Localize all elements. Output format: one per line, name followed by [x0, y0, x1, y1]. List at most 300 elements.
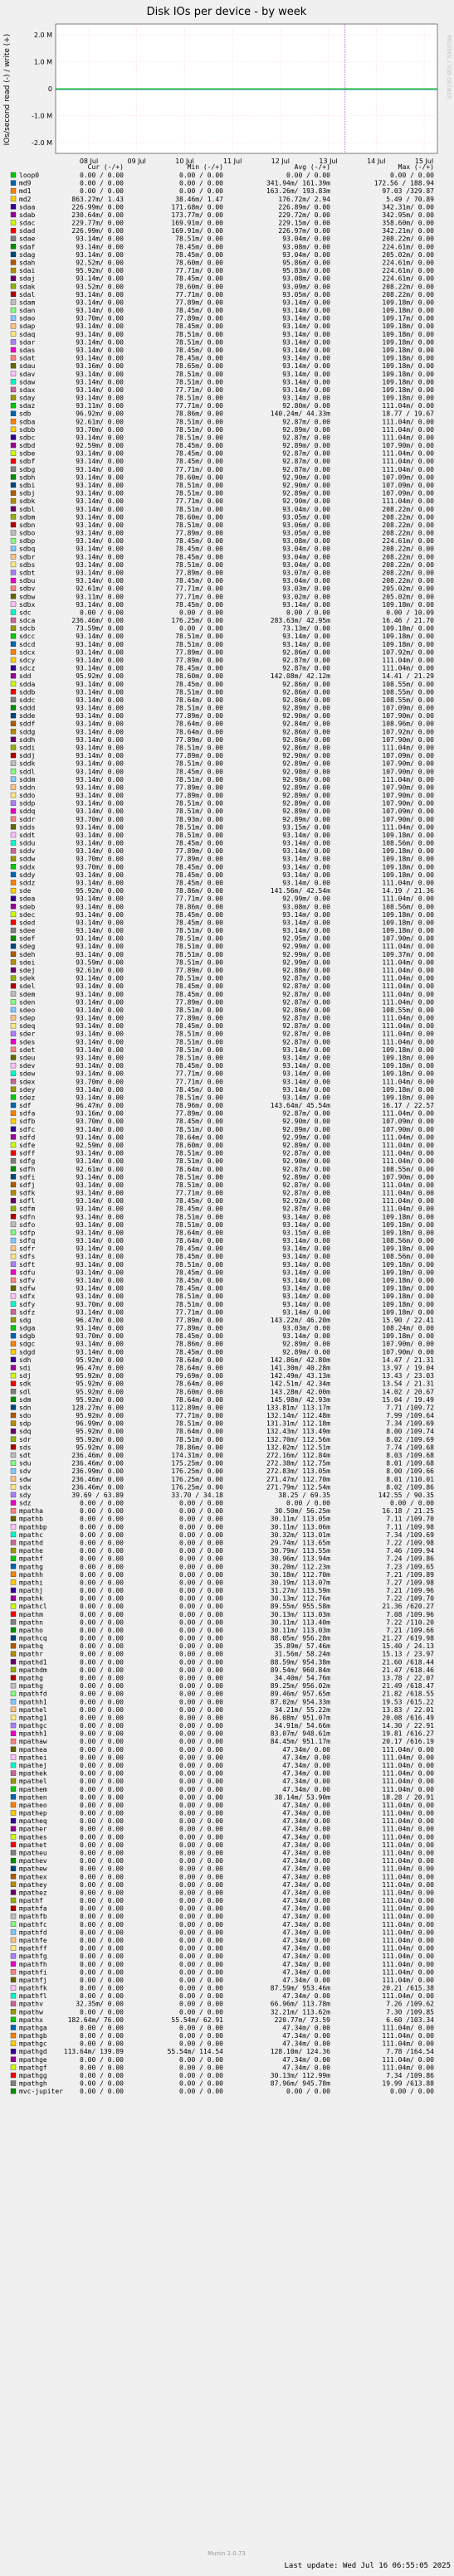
legend-value: 0.00 / 0.00 [179, 1833, 223, 1841]
y-axis-label: IOs/second read (-) / write (+) [3, 33, 12, 146]
legend-device-name: sdas [19, 346, 36, 354]
legend-value: 38.46m/ 1.47 [175, 195, 223, 203]
legend-value: 92.89m/ 0.00 [282, 1173, 330, 1181]
legend-value: 0.00 / 0.00 [179, 1610, 223, 1618]
legend-value: 93.14m/ 0.00 [282, 330, 330, 338]
legend-value: 107.90m/ 0.00 [382, 759, 434, 768]
legend-value: 132.43m/ 113.49m [266, 1428, 330, 1436]
legend-value: 0.00 / 0.00 [80, 1666, 124, 1674]
legend-value: 272.38m/ 112.75m [266, 1459, 330, 1467]
legend-value: 93.14m/ 0.00 [76, 879, 124, 887]
legend-device-name: sdcz [19, 664, 36, 672]
legend-value: 141.30m/ 40.28m [270, 1364, 330, 1372]
legend-value: 88.05m/ 956.28m [270, 1634, 330, 1642]
legend-swatch [11, 451, 16, 456]
legend-value: 47.34m/ 0.00 [282, 1936, 330, 1944]
legend-device-name: sdec [19, 910, 36, 919]
legend-swatch [11, 1636, 16, 1641]
legend-value: 230.64m/ 0.00 [71, 211, 124, 219]
legend-swatch [11, 1953, 16, 1958]
legend-value: 93.14m/ 0.00 [282, 370, 330, 378]
legend-value: 77.89m/ 0.00 [175, 792, 223, 800]
legend-swatch [11, 1739, 16, 1744]
legend-value: 108.96m/ 0.00 [382, 720, 434, 728]
legend-value: 111.04m/ 0.00 [382, 656, 434, 664]
legend-value: 132.70m/ 112.56m [266, 1435, 330, 1443]
legend-value: 92.86m/ 0.00 [282, 696, 330, 704]
legend-device-name: sdff [19, 1149, 36, 1157]
legend-swatch [11, 633, 16, 638]
legend-device-name: sddq [19, 808, 36, 816]
legend-value: 78.45m/ 0.00 [175, 871, 223, 879]
legend-value: 8.01 /109.68 [386, 1459, 434, 1467]
legend-value: 47.34m/ 0.00 [282, 1897, 330, 1905]
legend-device-name: sden [19, 998, 36, 1007]
legend-swatch [11, 1929, 16, 1934]
legend-value: 0.00 / 0.00 [80, 1833, 124, 1841]
legend-value: 55.54m/ 62.91 [171, 2016, 223, 2024]
legend-value: 93.14m/ 0.00 [76, 1244, 124, 1253]
legend-value: 0.00 / 0.00 [179, 1984, 223, 1992]
legend-swatch [11, 682, 16, 686]
legend-device-name: sdei [19, 958, 36, 967]
legend-value: 92.87m/ 0.00 [282, 664, 330, 672]
legend-value: 111.04m/ 0.00 [382, 1133, 434, 1142]
legend-device-name: mpathh1 [19, 1729, 47, 1738]
legend-value: 93.14m/ 0.00 [282, 338, 330, 347]
legend-value: 93.14m/ 0.00 [282, 386, 330, 394]
legend-value: 92.87m/ 0.00 [282, 1038, 330, 1046]
legend-device-name: sdk [19, 1380, 32, 1388]
legend-value: 30.96m/ 113.94m [270, 1555, 330, 1563]
legend-value: 0.00 / 0.00 [80, 1880, 124, 1889]
legend-value: 92.86m/ 0.00 [282, 735, 330, 744]
legend-value: 78.86m/ 0.00 [175, 1340, 223, 1348]
legend-value: 0.00 / 0.00 [80, 1841, 124, 1849]
legend-value: 0.00 / 0.00 [80, 1610, 124, 1618]
legend-value: 78.45m/ 0.00 [175, 664, 223, 672]
legend-value: 92.84m/ 0.00 [282, 720, 330, 728]
legend-value: 93.04m/ 0.00 [282, 560, 330, 569]
legend-value: 93.14m/ 0.00 [76, 386, 124, 394]
legend-value: 92.87m/ 0.00 [282, 656, 330, 664]
legend-value: 93.70m/ 0.00 [76, 1078, 124, 1086]
legend-value: 21.82 /618.55 [382, 1690, 434, 1698]
legend-value: 92.89m/ 0.00 [282, 759, 330, 768]
legend-value: 93.14m/ 0.00 [76, 553, 124, 561]
legend-value: 93.14m/ 0.00 [76, 1045, 124, 1054]
legend-value: 111.04m/ 0.00 [382, 497, 434, 506]
legend-value: 95.92m/ 0.00 [76, 1388, 124, 1396]
legend-value: 111.04m/ 0.00 [382, 2064, 434, 2072]
legend-value: 93.14m/ 0.00 [76, 235, 124, 243]
legend-value: 95.92m/ 0.00 [76, 1428, 124, 1436]
legend-value: 93.14m/ 0.00 [76, 1213, 124, 1221]
legend-value: 93.07m/ 0.00 [282, 569, 330, 577]
legend-value: 93.14m/ 0.00 [76, 1014, 124, 1022]
legend-value: 78.45m/ 0.00 [175, 553, 223, 561]
legend-value: 93.03m/ 0.00 [282, 1324, 330, 1332]
legend-value: 111.04m/ 0.00 [382, 895, 434, 903]
legend-value: 0.00 / 0.00 [179, 1523, 223, 1531]
legend-value: 109.18m/ 0.00 [382, 354, 434, 362]
legend-value: 342.31m/ 0.00 [382, 203, 434, 211]
legend-swatch [11, 1055, 16, 1060]
legend-value: 0.00 / 0.00 [80, 1904, 124, 1913]
legend-device-name: mpathcq [19, 1634, 47, 1642]
legend-value: 92.89m/ 0.00 [282, 704, 330, 712]
legend-value: 78.45m/ 0.00 [175, 1022, 223, 1031]
legend-value: 111.04m/ 0.00 [382, 1022, 434, 1031]
legend-value: 0.00 / 0.00 [179, 187, 223, 196]
legend-value: 79.69m/ 0.00 [175, 1372, 223, 1380]
legend-value: 0.00 / 0.00 [286, 609, 330, 617]
legend-value: 236.46m/ 0.00 [71, 617, 124, 625]
legend-device-name: sdbg [19, 465, 36, 473]
legend-value: 89.54m/ 960.84m [270, 1666, 330, 1674]
legend-value: 20.21 /615.38 [382, 1984, 434, 1992]
legend-value: 95.92m/ 0.00 [76, 1395, 124, 1404]
legend-value: 0.00 / 0.00 [179, 1674, 223, 1682]
legend-device-name: mpather [19, 1825, 47, 1833]
legend-swatch [11, 824, 16, 829]
legend-value: 93.14m/ 0.00 [76, 934, 124, 943]
legend-value: 78.45m/ 0.00 [175, 274, 223, 283]
legend-device-name: sdbd [19, 442, 36, 450]
legend-value: 92.89m/ 0.00 [282, 1340, 330, 1348]
legend-value: 93.59m/ 0.00 [76, 958, 124, 967]
legend-device-name: mpathgd [19, 2048, 47, 2056]
legend-value: 109.18m/ 0.00 [382, 640, 434, 648]
legend-value: 93.11m/ 0.00 [76, 593, 124, 601]
legend-value: 229.77m/ 0.00 [71, 219, 124, 227]
legend-value: 92.90m/ 0.00 [282, 473, 330, 482]
legend-swatch [11, 928, 16, 933]
legend-value: 140.24m/ 44.33m [270, 410, 330, 418]
legend-value: 92.89m/ 0.00 [282, 1141, 330, 1149]
legend-value: 78.45m/ 0.00 [175, 1118, 223, 1126]
legend-swatch [11, 1262, 16, 1267]
legend-device-name: sdl [19, 1388, 32, 1396]
legend-value: 15.13 / 23.97 [382, 1650, 434, 1658]
legend-value: 93.14m/ 0.00 [76, 1220, 124, 1229]
legend-swatch [11, 514, 16, 519]
legend-value: 0.00 / 0.00 [179, 1841, 223, 1849]
legend-device-name: mpathgc [19, 1722, 47, 1730]
legend-value: 30.13m/ 112.99m [270, 2072, 330, 2080]
legend-device-name: mpathfd [19, 1690, 47, 1698]
legend-swatch [11, 1366, 16, 1370]
legend-value: 272.16m/ 112.84m [266, 1451, 330, 1459]
legend-swatch [11, 244, 16, 249]
legend-value: 47.34m/ 0.00 [282, 1841, 330, 1849]
legend-device-name: sddx [19, 863, 36, 871]
legend-value: 93.14m/ 0.00 [76, 465, 124, 473]
legend-value: 0.00 / 0.00 [80, 1722, 124, 1730]
legend-value: 107.09m/ 0.00 [382, 752, 434, 760]
legend-device-name: mpathg [19, 1674, 43, 1682]
legend-value: 111.04m/ 0.00 [382, 1944, 434, 1953]
legend-device-name: mpathk [19, 1594, 43, 1603]
legend-value: 92.90m/ 0.00 [282, 1157, 330, 1166]
legend-swatch [11, 1969, 16, 1974]
legend-value: 92.92m/ 0.00 [282, 1197, 330, 1206]
legend-swatch [11, 618, 16, 623]
legend-value: 8.03 /109.68 [386, 1451, 434, 1459]
legend-value: 0.00 / 0.00 [80, 1579, 124, 1587]
legend-swatch [11, 1826, 16, 1831]
legend-swatch [11, 642, 16, 647]
legend-value: 0.00 / 0.00 [80, 1762, 124, 1769]
legend-value: 93.14m/ 0.00 [282, 633, 330, 641]
legend-swatch [11, 507, 16, 512]
legend-value: 108.56m/ 0.00 [382, 903, 434, 911]
legend-device-name: sdal [19, 290, 36, 298]
legend-value: 93.14m/ 0.00 [76, 1308, 124, 1317]
legend-swatch [11, 1866, 16, 1871]
legend-value: 93.14m/ 0.00 [76, 1205, 124, 1213]
legend-value: 93.14m/ 0.00 [76, 458, 124, 466]
legend-value: 93.14m/ 0.00 [282, 394, 330, 402]
legend-value: 145.98m/ 42.93m [270, 1395, 330, 1404]
legend-device-name: sdo [19, 1412, 32, 1420]
legend-swatch [11, 864, 16, 869]
legend-value: 143.64m/ 45.54m [270, 1102, 330, 1110]
legend-value: 0.00 / 0.00 [179, 2008, 223, 2016]
legend-value: 0.00 / 0.00 [179, 172, 223, 179]
legend-value: 93.14m/ 0.00 [76, 927, 124, 935]
legend-swatch [11, 467, 16, 472]
legend-value: 78.64m/ 0.00 [175, 1165, 223, 1173]
legend-value: 111.04m/ 0.00 [382, 1038, 434, 1046]
legend-value: 93.14m/ 0.00 [76, 839, 124, 847]
legend-value: 77.71m/ 0.00 [175, 290, 223, 298]
legend-value: 93.14m/ 0.00 [282, 1293, 330, 1301]
legend-device-name: mpathw [19, 2008, 43, 2016]
legend-value: 92.87m/ 0.00 [282, 1109, 330, 1118]
legend-value: 93.14m/ 0.00 [282, 1070, 330, 1078]
legend-swatch [11, 1993, 16, 1998]
legend-value: 92.89m/ 0.00 [282, 792, 330, 800]
legend-value: 0.00 / 0.00 [80, 2088, 124, 2096]
legend-value: 0.00 / 0.00 [179, 1920, 223, 1928]
legend-device-name: sdds [19, 823, 36, 832]
legend-value: 111.04m/ 0.00 [382, 1913, 434, 1921]
legend-value: 78.45m/ 0.00 [175, 1062, 223, 1070]
legend-value: 236.46m/ 0.00 [71, 1451, 124, 1459]
legend-device-name: sdaw [19, 378, 36, 386]
legend-swatch [11, 1254, 16, 1259]
legend-value: 78.51m/ 0.00 [175, 521, 223, 529]
legend-value: 78.45m/ 0.00 [175, 243, 223, 251]
legend-value: 0.00 / 0.00 [80, 2064, 124, 2072]
legend-value: 93.14m/ 0.00 [76, 998, 124, 1007]
legend-value: 111.04m/ 0.00 [382, 2024, 434, 2032]
legend-value: 0.00 / 0.00 [179, 2079, 223, 2088]
legend-device-name: sdad [19, 227, 36, 235]
legend-swatch [11, 1699, 16, 1704]
legend-value: 0.00 / 0.00 [179, 1618, 223, 1627]
legend-swatch [11, 1802, 16, 1807]
legend-value: 93.14m/ 0.00 [76, 1189, 124, 1197]
legend-value: 47.34m/ 0.00 [282, 1968, 330, 1977]
legend-value: 92.87m/ 0.00 [282, 449, 330, 458]
legend-value: 78.51m/ 0.00 [175, 958, 223, 967]
legend-value: 0.00 / 0.00 [179, 1579, 223, 1587]
legend-value: 0.00 / 0.00 [179, 1690, 223, 1698]
legend-swatch [11, 1787, 16, 1792]
legend-value: 111.04m/ 0.00 [382, 1889, 434, 1897]
legend-value: 92.87m/ 0.00 [282, 998, 330, 1007]
legend-device-name: sdgc [19, 1340, 36, 1348]
legend-swatch [11, 483, 16, 488]
last-update: Last update: Wed Jul 16 06:55:05 2025 [284, 2562, 451, 2570]
legend-swatch [11, 1333, 16, 1338]
legend-value: 93.04m/ 0.00 [282, 235, 330, 243]
legend-device-name: mpathgg [19, 2072, 47, 2080]
legend-device-name: sddy [19, 871, 36, 879]
legend-value: 0.00 / 0.00 [179, 1729, 223, 1738]
legend-value: 342.21m/ 0.00 [382, 227, 434, 235]
legend-swatch [11, 458, 16, 463]
legend-value: 111.04m/ 0.00 [382, 1769, 434, 1778]
legend-device-name: sdaj [19, 274, 36, 283]
legend-value: 77.71m/ 0.00 [175, 402, 223, 410]
legend-value: 92.89m/ 0.00 [282, 783, 330, 792]
legend-swatch [11, 2041, 16, 2046]
legend-value: 78.51m/ 0.00 [175, 1054, 223, 1062]
legend-swatch [11, 992, 16, 997]
legend-value: 30.19m/ 113.07m [270, 1579, 330, 1587]
legend-device-name: sdfe [19, 1141, 36, 1149]
legend-value: 92.87m/ 0.00 [282, 1205, 330, 1213]
legend-value: 93.14m/ 0.00 [76, 307, 124, 315]
legend-device-name: sddw [19, 855, 36, 863]
legend-value: 7.34 /109.86 [386, 2072, 434, 2080]
legend-value: 78.64m/ 0.00 [175, 696, 223, 704]
legend-value: 89.25m/ 956.02m [270, 1682, 330, 1691]
legend-value: 108.24m/ 0.00 [382, 1324, 434, 1332]
legend-swatch [11, 276, 16, 281]
legend-swatch [11, 570, 16, 575]
legend-swatch [11, 181, 16, 186]
legend-device-name: mpathf [19, 1897, 43, 1905]
legend-value: 7.27 /109.98 [386, 1579, 434, 1587]
legend-value: 78.45m/ 0.00 [175, 1197, 223, 1206]
legend-value: 109.18m/ 0.00 [382, 1260, 434, 1269]
legend-value: 169.91m/ 0.00 [171, 227, 223, 235]
legend-value: 93.14m/ 0.00 [76, 1070, 124, 1078]
legend-value: 132.02m/ 112.51m [266, 1443, 330, 1452]
legend-swatch [11, 427, 16, 432]
legend-value: 78.51m/ 0.00 [175, 927, 223, 935]
legend-swatch [11, 268, 16, 273]
legend-swatch [11, 919, 16, 924]
legend-swatch [11, 657, 16, 662]
legend-swatch [11, 1047, 16, 1052]
legend-device-name: mpathei [19, 1754, 47, 1762]
legend-value: 47.34m/ 0.00 [282, 1809, 330, 1817]
legend-swatch [11, 1946, 16, 1951]
legend-value: 93.14m/ 0.00 [76, 752, 124, 760]
legend-value: 111.04m/ 0.00 [382, 418, 434, 426]
legend-swatch [11, 2057, 16, 2062]
legend-device-name: sdga [19, 1324, 36, 1332]
legend-swatch [11, 2033, 16, 2038]
legend-value: 47.34m/ 0.00 [282, 1849, 330, 1857]
legend-value: 93.14m/ 0.00 [282, 314, 330, 323]
legend-swatch [11, 196, 16, 201]
legend-swatch [11, 578, 16, 583]
legend-value: 95.92m/ 0.00 [76, 1372, 124, 1380]
legend-value: 21.60 /618.44 [382, 1658, 434, 1666]
legend-swatch [11, 737, 16, 742]
legend-value: 93.70m/ 0.00 [76, 855, 124, 863]
legend-value: 93.14m/ 0.00 [282, 1244, 330, 1253]
legend-value: 92.87m/ 0.00 [282, 1022, 330, 1031]
legend-value: 47.34m/ 0.00 [282, 2032, 330, 2040]
legend-value: 30.32m/ 113.01m [270, 1531, 330, 1539]
legend-device-name: sddl [19, 768, 36, 776]
legend-value: 78.51m/ 0.00 [175, 1419, 223, 1428]
legend-value: 95.92m/ 0.00 [76, 1356, 124, 1364]
legend-device-name: sdej [19, 967, 36, 974]
legend-value: 78.60m/ 0.00 [175, 259, 223, 267]
legend-value: 7.78 /164.54 [386, 2048, 434, 2056]
legend-value: 108.55m/ 0.00 [382, 680, 434, 688]
legend-swatch [11, 912, 16, 917]
legend-value: 14.19 / 21.36 [382, 887, 434, 895]
legend-value: 78.64m/ 0.00 [175, 1229, 223, 1237]
legend-device-name: mpathez [19, 1889, 47, 1897]
legend-value: 92.90m/ 0.00 [282, 1118, 330, 1126]
legend-value: 77.89m/ 0.00 [175, 656, 223, 664]
legend-device-name: sddr [19, 815, 36, 823]
legend-value: 111.04m/ 0.00 [382, 1936, 434, 1944]
legend-value: 111.04m/ 0.00 [382, 943, 434, 951]
legend-value: 107.90m/ 0.00 [382, 735, 434, 744]
legend-value: 0.00 / 0.00 [179, 1778, 223, 1786]
legend-value: 0.00 / 0.00 [179, 179, 223, 187]
legend-value: 78.45m/ 0.00 [175, 449, 223, 458]
legend-value: 78.51m/ 0.00 [175, 482, 223, 490]
legend-value: 0.00 / 0.00 [80, 1698, 124, 1706]
legend-value: 77.71m/ 0.00 [175, 1189, 223, 1197]
legend-value: 47.34m/ 0.00 [282, 1785, 330, 1793]
legend-value: 109.18m/ 0.00 [382, 624, 434, 633]
legend-value: 92.87m/ 0.00 [282, 434, 330, 442]
legend-value: 111.04m/ 0.00 [382, 1897, 434, 1905]
legend-swatch [11, 1922, 16, 1927]
legend-value: 111.04m/ 0.00 [382, 967, 434, 974]
legend-value: 93.15m/ 0.00 [282, 823, 330, 832]
legend-value: 0.00 / 0.00 [80, 1984, 124, 1992]
legend-device-name: sdfr [19, 1244, 36, 1253]
legend-device-name: sdcx [19, 648, 36, 657]
legend-value: 0.00 / 0.00 [80, 1944, 124, 1953]
legend-value: 132.14m/ 112.48m [266, 1412, 330, 1420]
legend-value: 0.00 / 0.00 [80, 1992, 124, 2001]
legend-swatch [11, 848, 16, 853]
legend-device-name: mpathfk [19, 1984, 47, 1992]
legend-swatch [11, 1453, 16, 1458]
legend-value: 0.00 / 0.00 [179, 2024, 223, 2032]
legend-value: 93.14m/ 0.00 [76, 600, 124, 609]
legend-swatch [11, 531, 16, 536]
legend-value: 109.18m/ 0.00 [382, 855, 434, 863]
x-tick-label: 13 Jul [319, 158, 338, 165]
legend-value: 0.00 / 0.00 [179, 1785, 223, 1793]
